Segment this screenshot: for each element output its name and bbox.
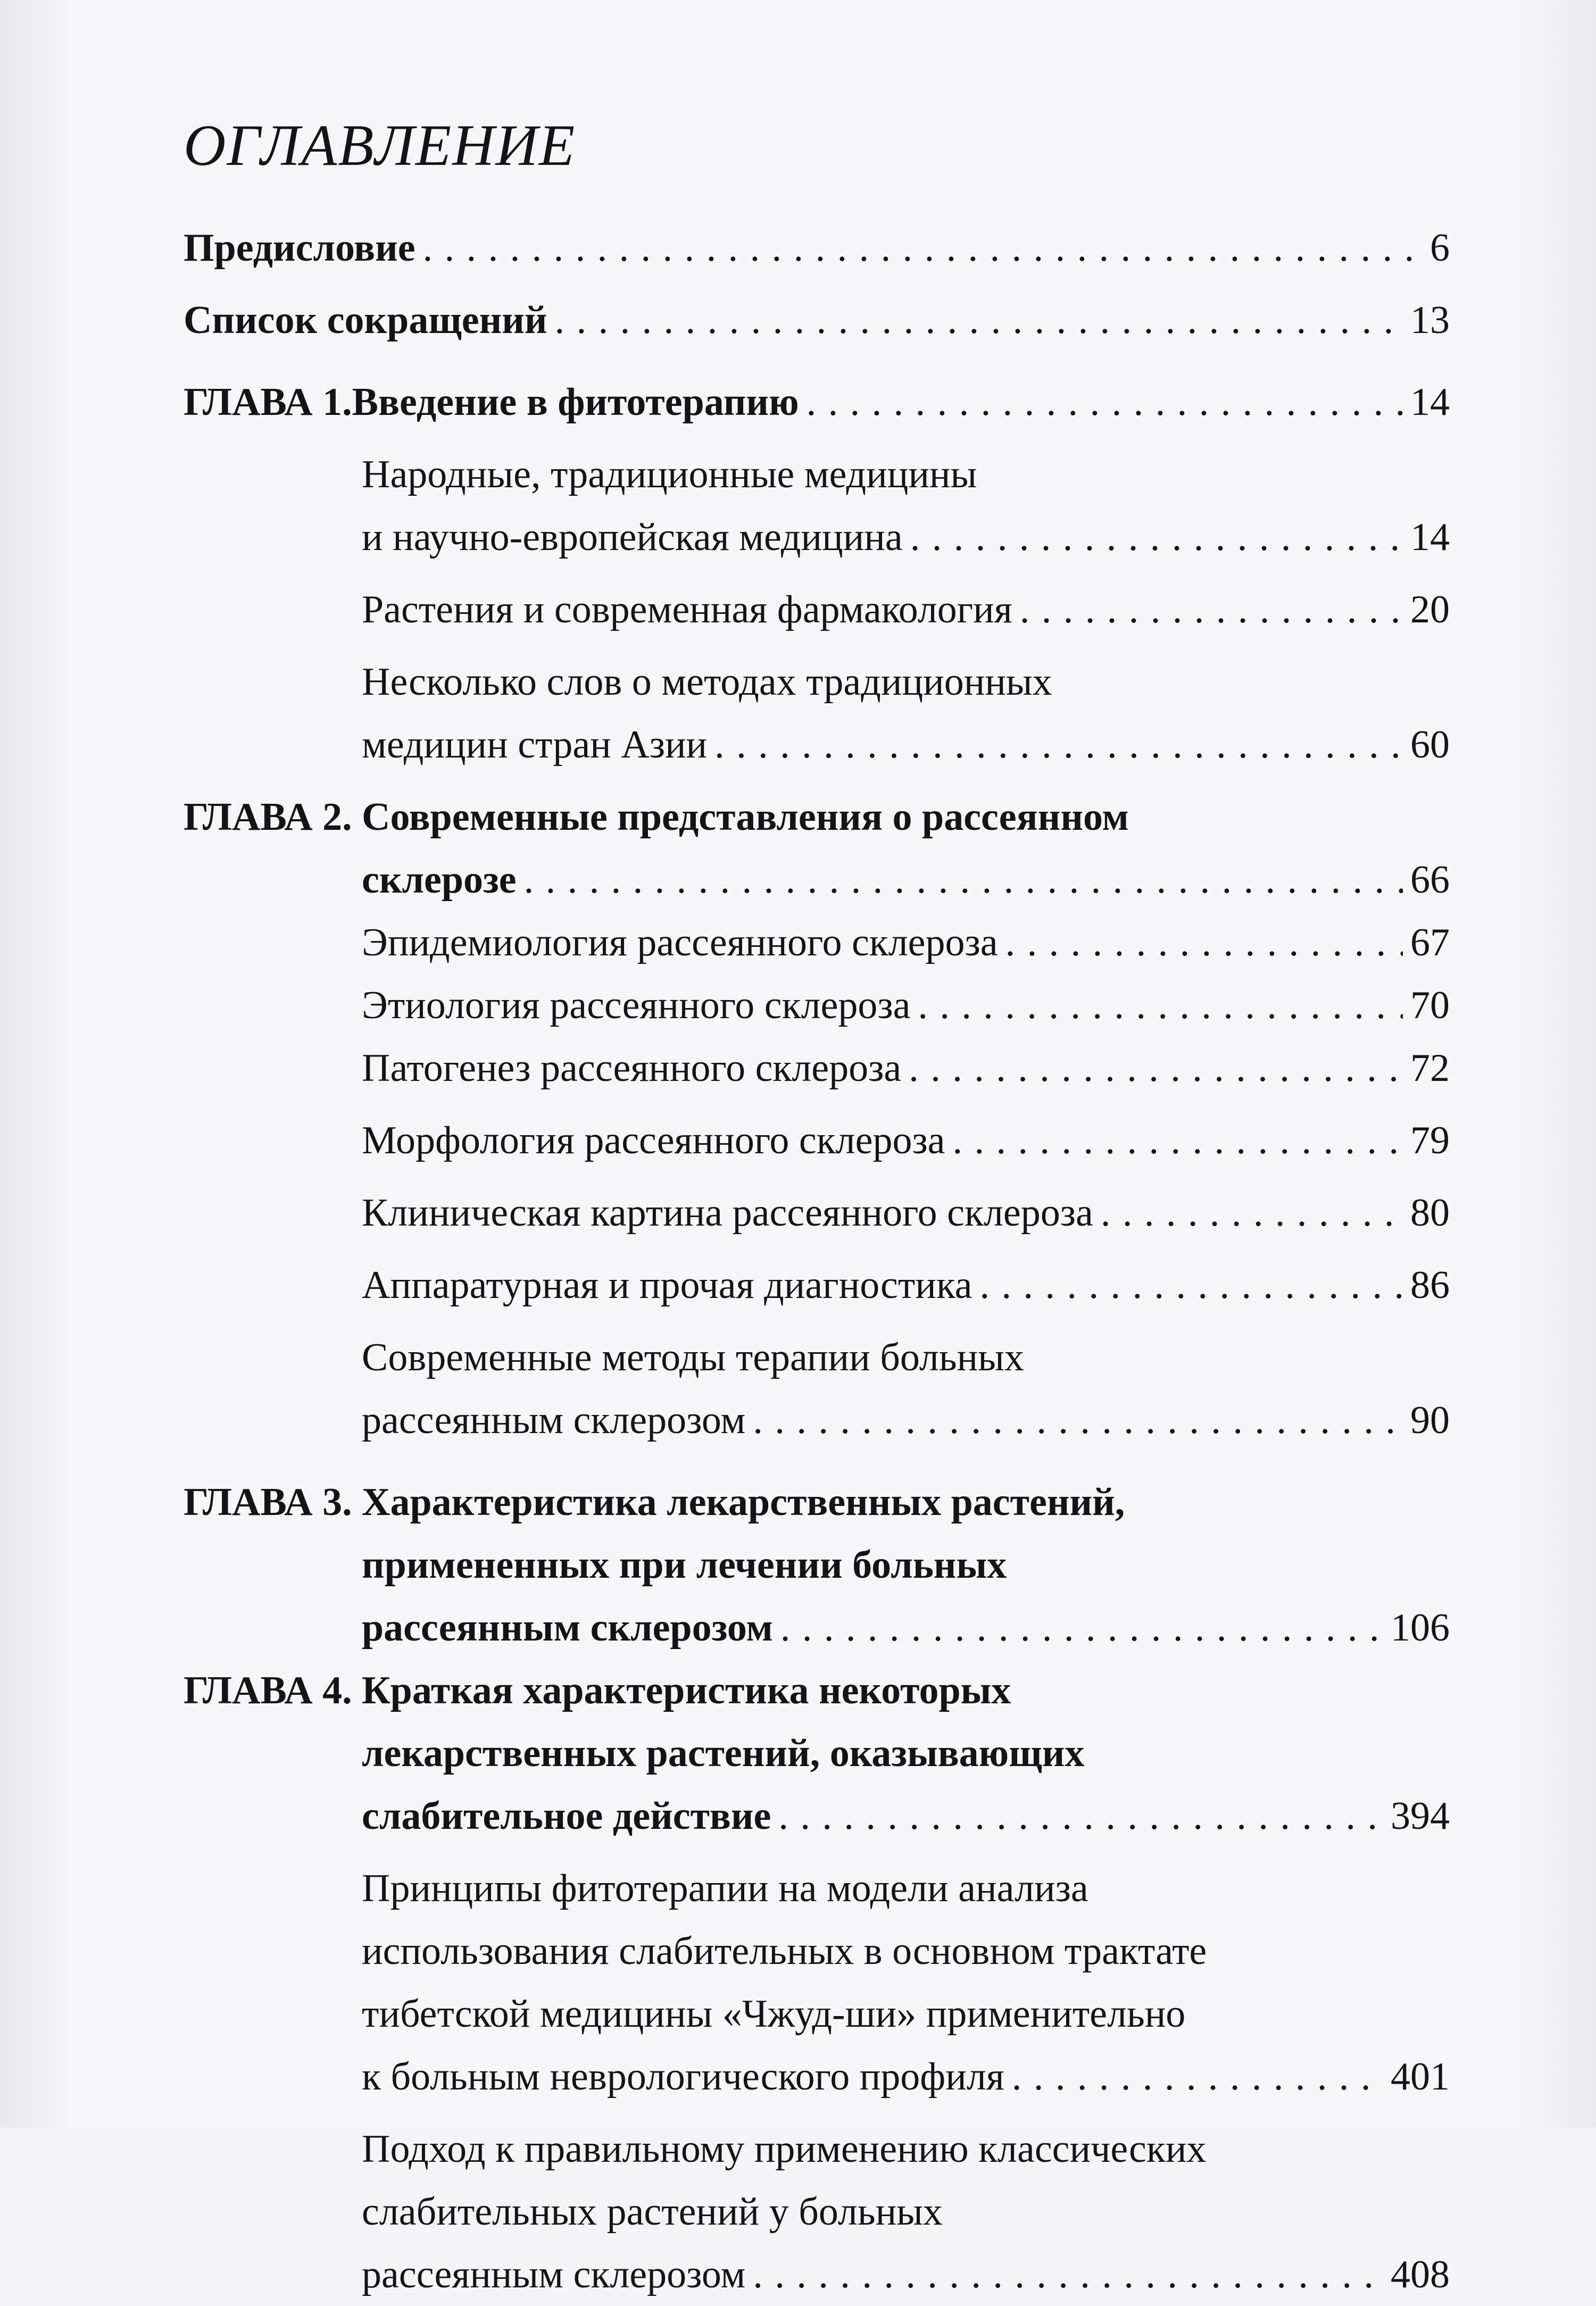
leader-dots [555, 289, 1403, 352]
page-number: 79 [1410, 1119, 1450, 1162]
entry-title-line: Современные представления о рассеянном [362, 795, 1129, 839]
toc-entry-ch4-s1 [184, 1857, 1450, 2108]
entry-title-line: слабительных растений у больных [362, 2190, 943, 2234]
toc-entry-chapter-3 [184, 1471, 1450, 1659]
page-number: 408 [1391, 2253, 1450, 2296]
page-number: 14 [1410, 380, 1450, 424]
page-number: 80 [1410, 1191, 1450, 1235]
page-number: 394 [1391, 1794, 1450, 1838]
entry-title-line: тибетской медицины «Чжуд-ши» применительно [362, 1992, 1186, 2036]
chapter-label: ГЛАВА 1. [184, 380, 352, 424]
leader-dots [423, 217, 1423, 279]
entry-title: Эпидемиология рассеянного склероза [362, 921, 998, 964]
page-number: 401 [1391, 2055, 1450, 2099]
leader-dots [1012, 2045, 1383, 2108]
entry-title-line: к больным неврологического профиля [362, 2055, 1004, 2099]
toc-title: ОГЛАВЛЕНИЕ [184, 113, 576, 178]
toc-entry-ch1-s2 [184, 578, 1450, 641]
entry-title-line: рассеянным склерозом [362, 2253, 746, 2296]
entry-title-line: Краткая характеристика некоторых [362, 1669, 1011, 1712]
page-number: 20 [1410, 588, 1450, 631]
entry-title-line: лекарственных растений, оказывающих [362, 1731, 1085, 1775]
entry-title-line: рассеянным склерозом [362, 1398, 746, 1442]
page-number: 86 [1410, 1263, 1450, 1307]
entry-title-line: Народные, традиционные медицины [362, 453, 977, 496]
entry-title-line: примененных при лечении больных [362, 1543, 1007, 1587]
toc-entry-ch2-s7 [184, 1326, 1450, 1452]
leader-dots [909, 1037, 1403, 1100]
chapter-label: ГЛАВА 4. [184, 1669, 352, 1712]
entry-title-line: Характеристика лекарственных растений, [362, 1480, 1125, 1524]
leader-dots [953, 1109, 1403, 1172]
toc-entry-ch2-s4 [184, 1109, 1450, 1172]
leader-dots [1101, 1181, 1403, 1244]
entry-title: Патогенез рассеянного склероза [362, 1046, 902, 1090]
entry-title: Клиническая картина рассеянного склероза [362, 1191, 1093, 1235]
entry-title-line: и научно-европейская медицина [362, 515, 903, 559]
page-number: 14 [1410, 515, 1450, 559]
leader-dots [1020, 578, 1403, 641]
leader-dots [778, 1785, 1383, 1847]
chapter-label: ГЛАВА 3. [184, 1480, 352, 1524]
toc-entry-preface [184, 217, 1450, 279]
page-number: 6 [1430, 226, 1450, 270]
entry-title: Растения и современная фармакология [362, 588, 1012, 631]
leader-dots [753, 2243, 1383, 2306]
entry-title-line: Современные методы терапии больных [362, 1336, 1024, 1379]
entry-title-line: Принципы фитотерапии на модели анализа [362, 1867, 1088, 1910]
page-number: 67 [1410, 921, 1450, 964]
entry-title-line: использования слабительных в основном трактате [362, 1929, 1207, 1973]
toc-entry-ch2-s6 [184, 1254, 1450, 1317]
toc-entry-ch2-s1 [184, 911, 1450, 974]
leader-dots [714, 713, 1403, 776]
leader-dots [980, 1254, 1403, 1317]
leader-dots [524, 848, 1403, 911]
leader-dots [918, 974, 1403, 1037]
page-number: 66 [1410, 858, 1450, 902]
toc-entry-chapter-2 [184, 786, 1450, 911]
toc-entry-chapter-4 [184, 1659, 1450, 1847]
page-number: 60 [1410, 723, 1450, 767]
leader-dots [910, 506, 1403, 569]
page-number: 70 [1410, 984, 1450, 1027]
leader-dots [807, 371, 1403, 434]
entry-title-line: склерозе [362, 858, 517, 902]
page-number: 13 [1410, 298, 1450, 342]
entry-title-line: Подход к правильному применению классических [362, 2127, 1207, 2171]
toc-entry-ch1-s1 [184, 443, 1450, 569]
entry-title-line: Несколько слов о методах традиционных [362, 660, 1052, 704]
page-number: 72 [1410, 1046, 1450, 1090]
toc-entry-abbreviations [184, 289, 1450, 352]
toc-entry-ch4-s2 [184, 2118, 1450, 2306]
toc-entry-ch1-s3 [184, 651, 1450, 776]
entry-title: Введение в фитотерапию [352, 380, 799, 424]
leader-dots [753, 1389, 1403, 1452]
page-number: 106 [1391, 1606, 1450, 1650]
toc-entry-ch2-s5 [184, 1181, 1450, 1244]
leader-dots [1005, 911, 1403, 974]
entry-title: Морфология рассеянного склероза [362, 1119, 945, 1162]
entry-title: Аппаратурная и прочая диагностика [362, 1263, 972, 1307]
chapter-label: ГЛАВА 2. [184, 795, 352, 839]
entry-title: Этиология рассеянного склероза [362, 984, 911, 1027]
entry-title-line: медицин стран Азии [362, 723, 708, 767]
toc-entry-chapter-1 [184, 371, 1450, 434]
entry-title-line: слабительное действие [362, 1794, 771, 1838]
page-number: 90 [1410, 1398, 1450, 1442]
table-of-contents [184, 112, 1450, 2306]
leader-dots [780, 1596, 1383, 1659]
entry-title: Предисловие [184, 226, 415, 270]
entry-title: Список сокращений [184, 298, 547, 342]
toc-entry-ch2-s3 [184, 1037, 1450, 1100]
entry-title-line: рассеянным склерозом [362, 1606, 773, 1650]
toc-entry-ch2-s2 [184, 974, 1450, 1037]
